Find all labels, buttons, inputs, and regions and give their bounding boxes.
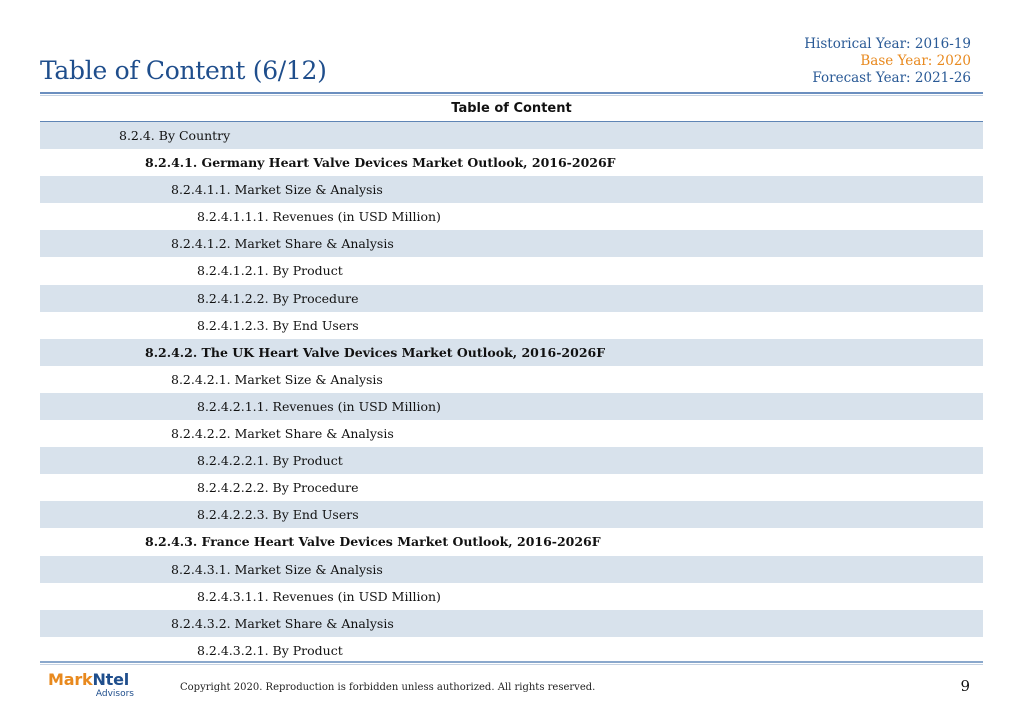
toc-row: 8.2.4.3.1.1. Revenues (in USD Million)	[197, 588, 441, 604]
toc-heading: Table of Content	[40, 96, 983, 122]
toc-row: 8.2.4.2.1.1. Revenues (in USD Million)	[40, 393, 983, 420]
toc-row: 8.2.4.1.2. Market Share & Analysis	[40, 230, 983, 257]
page-number: 9	[960, 677, 970, 695]
footer-divider	[40, 661, 983, 665]
toc-row: 8.2.4.2.1. Market Size & Analysis	[171, 371, 383, 387]
toc-rows	[40, 122, 983, 664]
toc-row: 8.2.4.1.1.1. Revenues (in USD Million)	[197, 209, 441, 225]
toc-row: 8.2.4.1.2.3. By End Users	[197, 317, 359, 333]
copyright-notice: Copyright 2020. Reproduction is forbidden unless authorized. All rights reserved.	[180, 682, 596, 693]
logo-wordmark	[48, 671, 138, 689]
toc-row: 8.2.4.3. France Heart Valve Devices Market Outlook, 2016-2026F	[145, 534, 601, 550]
toc-row: 8.2.4.2.2. Market Share & Analysis	[171, 426, 394, 442]
toc-row: 8.2.4.2.2.3. By End Users	[40, 501, 983, 528]
base-year: Base Year: 2020	[860, 53, 971, 69]
toc-row: 8.2.4.1.2.2. By Procedure	[40, 285, 983, 312]
toc-row: 8.2.4.2.2.1. By Product	[40, 447, 983, 474]
forecast-year: Forecast Year: 2021-26	[812, 70, 971, 86]
toc-row: 8.2.4.1.2.1. By Product	[197, 263, 343, 279]
toc-row: 8.2.4.3.1. Market Size & Analysis	[40, 556, 983, 583]
marknetl-logo	[48, 671, 138, 703]
historical-year: Historical Year: 2016-19	[804, 36, 971, 52]
toc-row: 8.2.4.3.2.1. By Product	[197, 642, 343, 658]
toc-row: 8.2.4.3.2. Market Share & Analysis	[40, 610, 983, 637]
toc-row: 8.2.4.1. Germany Heart Valve Devices Market Outlook, 2016-2026F	[145, 155, 616, 171]
toc-row: 8.2.4.2. The UK Heart Valve Devices Market Outlook, 2016-2026F	[40, 339, 983, 366]
logo-mark-text: Mark	[48, 670, 93, 689]
report-years	[804, 36, 971, 87]
toc-row: 8.2.4.1.1. Market Size & Analysis	[40, 176, 983, 203]
toc-row: 8.2.4.2.2.2. By Procedure	[197, 480, 359, 496]
logo-ntel-text: Ntel	[92, 670, 130, 689]
toc-row: 8.2.4. By Country	[40, 122, 983, 149]
page-title: Table of Content (6/12)	[40, 56, 327, 85]
logo-subtitle: Advisors	[95, 689, 134, 699]
toc-table	[40, 96, 983, 664]
